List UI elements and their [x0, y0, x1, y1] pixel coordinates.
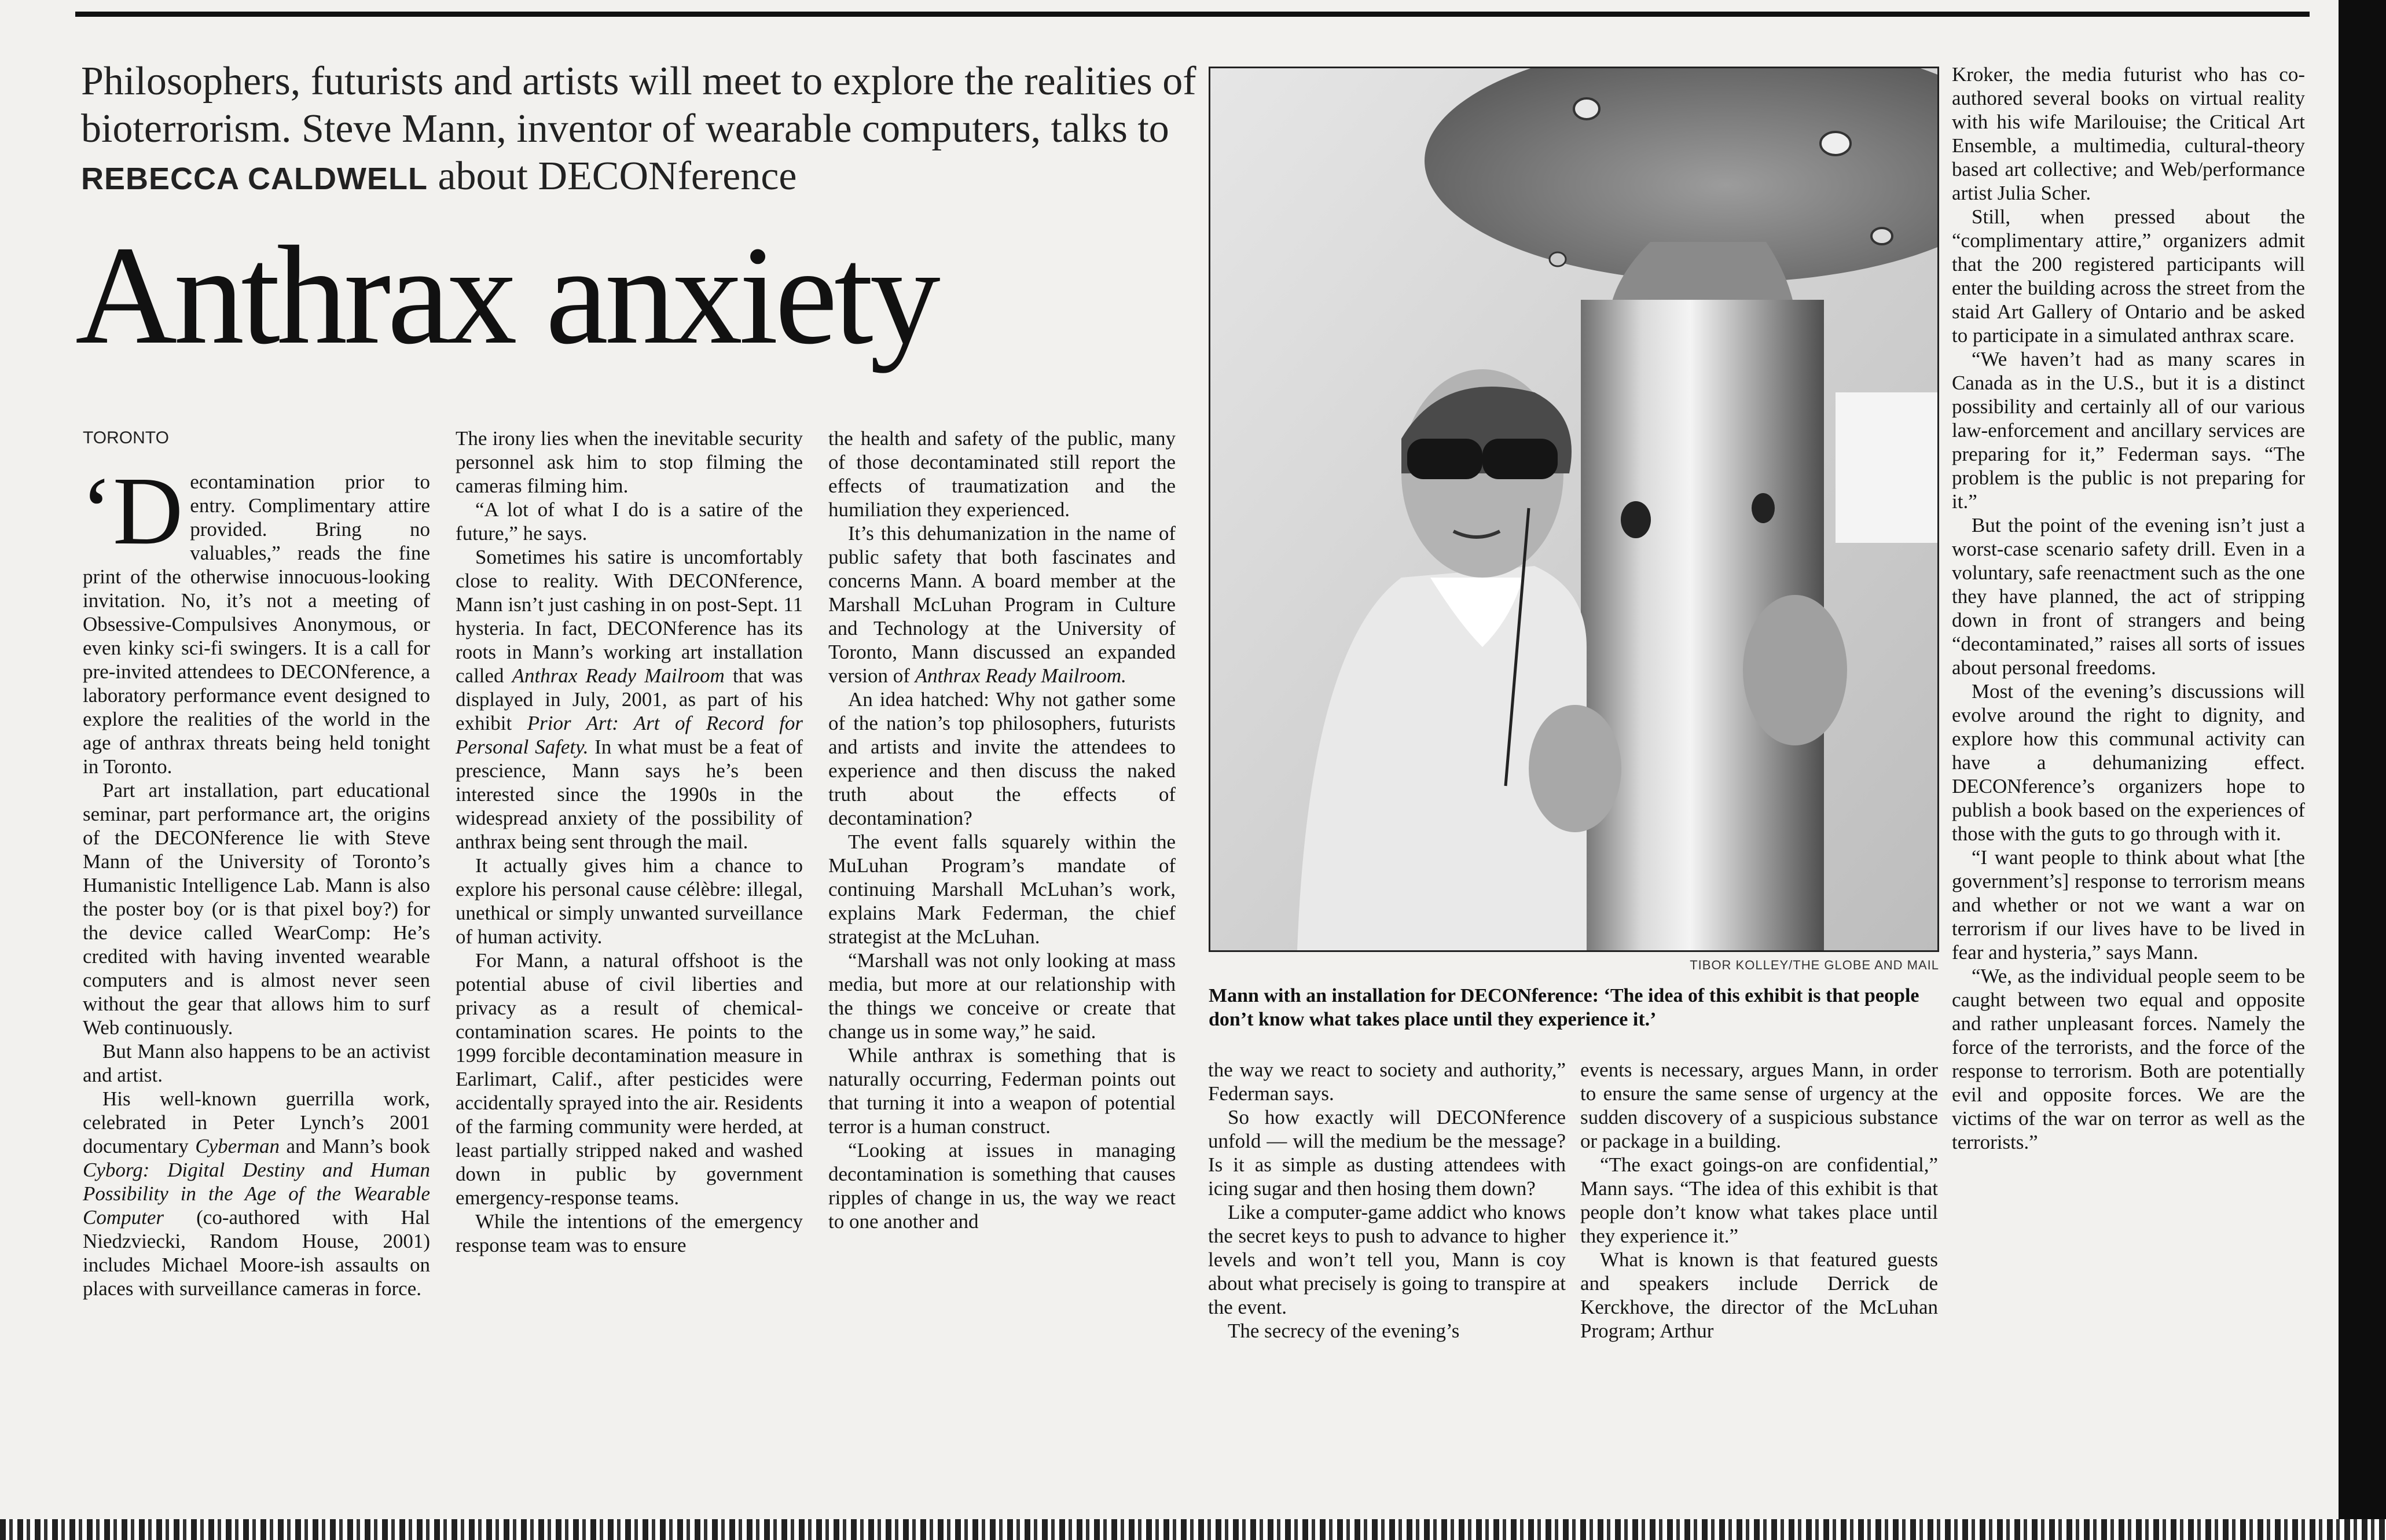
paragraph: the health and safety of the public, many of those decontaminated still report the effects of traumatization and the humiliation they experienced.: [828, 427, 1176, 521]
paragraph: The event falls squarely within the MuLuhan Program’s mandate of continuing Marshall McLuhan’s work, explains Mark Federman, the chief strategist at the McLuhan.: [828, 830, 1176, 948]
paragraph: But Mann also happens to be an activist and artist.: [83, 1040, 430, 1086]
paragraph: “Looking at issues in managing decontamination is something that causes ripples of change in us, the way we react to one another and: [828, 1139, 1176, 1233]
scan-edge: [2339, 0, 2386, 1540]
headline: Anthrax anxiety: [75, 217, 937, 373]
top-rule: [75, 12, 2310, 17]
article-photo: [1209, 67, 1939, 952]
paragraph: “We, as the individual people seem to be caught between two equal and opposite and rather unpleasant forces. Namely the force of the terrorists, and the force of the response to terrorism. Both are potentially evil and opposite forces. We are the victims of the war on terror as well as the terrorists.”: [1952, 965, 2305, 1153]
paragraph: Sometimes his satire is uncomfortably close to reality. With DECONference, Mann isn’t just cashing in on post-Sept. 11 hysteria. In fact, DECONference has its roots in Mann’s working art installation called Anthrax Ready Mailroom that was displayed in July, 2001, as part of his exhibit Prior Art: Art of Record for Personal Safety. In what must be a feat of prescience, Mann says he’s been interested since the 1990s in the widespread anxiety of the possibility of anthrax being sent through the mail.: [456, 546, 803, 853]
paragraph: “Marshall was not only looking at mass media, but more at our relationship with the things we conceive or create that change us in some way,” he said.: [828, 949, 1176, 1043]
paragraph: “A lot of what I do is a satire of the future,” he says.: [456, 498, 803, 545]
column-1: [80, 457, 430, 1300]
paragraph: Still, when pressed about the “complimentary attire,” organizers admit that the 200 registered participants will enter the building across the street from the staid Art Gallery of Ontario and be asked to participate in a simulated anthrax scare.: [1952, 205, 2305, 347]
deck-text: Philosophers, futurists and artists will meet to explore the realities of bioterrorism. Steve Mann, inventor of wearable computers, talks to: [81, 59, 1196, 151]
paragraph: While anthrax is something that is naturally occurring, Federman points out that turning it into a weapon of potential terror is a human construct.: [828, 1044, 1176, 1138]
paragraph: “I want people to think about what [the government’s] response to terrorism means and whether or not we want a war on terrorism if our lives have to be lived in fear and hysteria,” says Mann.: [1952, 846, 2305, 964]
dateline: TORONTO: [83, 428, 169, 447]
paragraph: While the intentions of the emergency response team was to ensure: [456, 1210, 803, 1256]
paragraph: Like a computer-game addict who knows the secret keys to push to advance to higher levels and won’t tell you, Mann is coy about what precisely is going to transpire at the event.: [1208, 1201, 1566, 1318]
column-3: [828, 427, 1176, 1233]
paragraph: “We haven’t had as many scares in Canada as in the U.S., but it is a distinct possibility and certainly all of our various law-enforcement and ancillary services are preparing for it,” Federman says. “The problem is the public is not preparing for it.”: [1952, 348, 2305, 513]
paragraph: So how exactly will DECONference unfold — will the medium be the message? Is it as simple as dusting attendees with icing sugar and then hosing them down?: [1208, 1106, 1566, 1200]
column-5: [1580, 1058, 1938, 1343]
paragraph: But the point of the evening isn’t just a worst-case scenario safety drill. Even in a voluntary, safe reenactment such as the one they have planned, the act of stripping down in front of strangers and being “decontaminated,” raises all sorts of issues about personal freedoms.: [1952, 514, 2305, 679]
deck-tail: about DECONference: [427, 154, 797, 199]
byline: REBECCA CALDWELL: [81, 161, 428, 196]
column-2: [456, 427, 803, 1257]
paragraph: It actually gives him a chance to explore his personal cause célèbre: illegal, unethical or simply unwanted surveillance of human activity.: [456, 854, 803, 948]
torn-bottom-edge: [0, 1519, 2386, 1540]
paragraph: It’s this dehumanization in the name of public safety that both fascinates and concerns Mann. A board member at the Marshall McLuhan Program in Culture and Technology at the University of Toronto, Mann discussed an expanded version of Anthrax Ready Mailroom.: [828, 522, 1176, 687]
paragraph: Kroker, the media futurist who has co-authored several books on virtual reality with his wife Marilouise; the Critical Art Ensemble, a multimedia, cultural-theory based art collective; and Web/performance artist Julia Scher.: [1952, 63, 2305, 204]
paragraph: His well-known guerrilla work, celebrated in Peter Lynch’s 2001 documentary Cyberman and Mann’s book Cyborg: Digital Destiny and Human Possibility in the Age of the Wearable Computer (co-authored with Hal Niedzviecki, Random House, 2001) includes Michael Moore-ish assaults on places with surveillance cameras in force.: [83, 1087, 430, 1300]
paragraph: “The exact goings-on are confidential,” Mann says. “The idea of this exhibit is that people don’t know what takes place until they experience it.”: [1580, 1153, 1938, 1247]
paragraph: For Mann, a natural offshoot is the potential abuse of civil liberties and privacy as a result of chemical-contamination scares. He points to the 1999 forcible decontamination measure in Earlimart, Calif., after pesticides were accidentally sprayed into the air. Residents of the farming community were herded, at least partially stripped naked and washed down in public by government emergency-response teams.: [456, 949, 803, 1209]
paragraph: Part art installation, part educational seminar, part performance art, the origins of the DECONference lie with Steve Mann of the University of Toronto’s Humanistic Intelligence Lab. Mann is also the poster boy (or is that pixel boy?) for the device called WearComp: He’s credited with having invented wearable computers and is almost never seen without the gear that allows him to surf Web continuously.: [83, 779, 430, 1039]
photo-credit: TIBOR KOLLEY/THE GLOBE AND MAIL: [1690, 958, 1939, 972]
paragraph: What is known is that featured guests and speakers include Derrick de Kerckhove, the director of the McLuhan Program; Arthur: [1580, 1248, 1938, 1342]
paragraph: events is necessary, argues Mann, in order to ensure the same sense of urgency at the sudden discovery of a suspicious substance or package in a building.: [1580, 1058, 1938, 1152]
paragraph: the way we react to society and authority,” Federman says.: [1208, 1058, 1566, 1105]
paragraph: The irony lies when the inevitable security personnel ask him to stop filming the cameras filming him.: [456, 427, 803, 497]
column-6: [1952, 63, 2305, 1154]
drop-cap: ‘D: [80, 457, 183, 565]
column-4: [1208, 1058, 1566, 1343]
photo-caption: Mann with an installation for DECONference: ‘The idea of this exhibit is that people don’t know what takes place until they experience it.’: [1209, 985, 1919, 1030]
paragraph: The secrecy of the evening’s: [1228, 1320, 1460, 1342]
goggles: [1407, 439, 1482, 479]
paragraph: Most of the evening’s discussions will evolve around the right to dignity, and explore how this communal activity can have a dehumanizing effect. DECONference’s organizers hope to publish a book based on the experiences of those with the guts to go through with it.: [1952, 680, 2305, 845]
paragraph: ‘Decontamination prior to entry. Complimentary attire provided. Bring no valuables,” reads the fine print of the otherwise innocuous-looking invitation. No, it’s not a meeting of Obsessive-Compulsives Anonymous, or even kinky sci-fi swingers. It is a call for pre-invited attendees to DECONference, a laboratory performance event designed to explore the realities of the world in the age of anthrax threats being held tonight in Toronto.: [80, 457, 430, 778]
person-hand: [1529, 705, 1621, 832]
paragraph: An idea hatched: Why not gather some of the nation’s top philosophers, futurists and artists and invite the attendees to experience and then discuss the naked truth about the effects of decontamination?: [828, 688, 1176, 829]
article-deck: [81, 58, 1210, 203]
